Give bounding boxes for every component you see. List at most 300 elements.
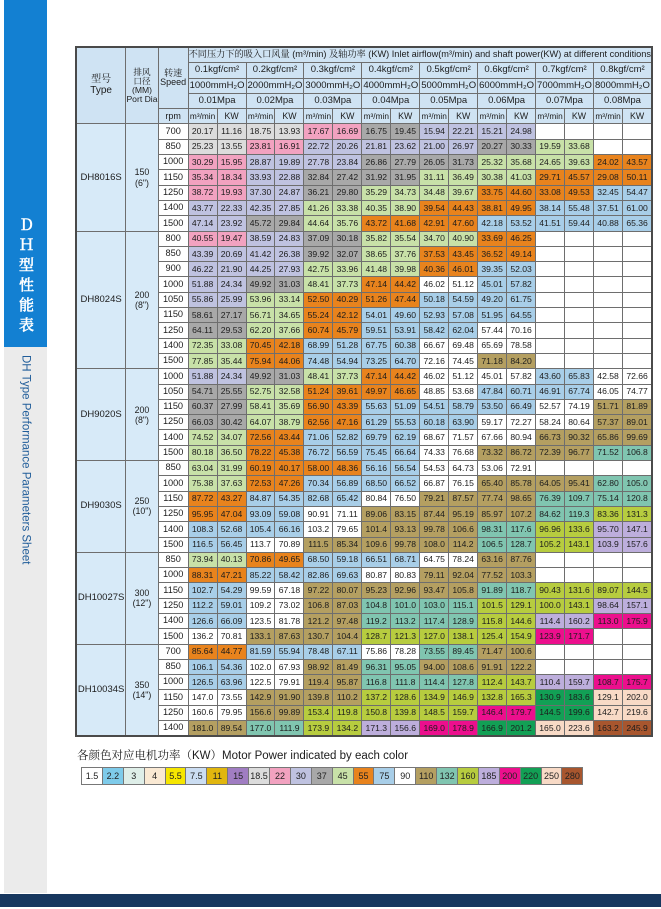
kw-cell: 119.8 (333, 705, 362, 720)
flow-cell: 83.36 (593, 506, 622, 521)
table-row (76, 445, 652, 460)
kw-cell: 72.91 (507, 461, 536, 476)
flow-cell (536, 124, 565, 139)
flow-cell: 54.71 (188, 384, 217, 399)
flow-cell: 71.47 (478, 644, 507, 659)
kw-unit-header: KW (623, 109, 652, 124)
legend-swatch: 1.5 (81, 767, 102, 785)
flow-cell: 43.77 (188, 200, 217, 215)
kw-cell: 99.89 (275, 705, 304, 720)
legend-swatch: 18.5 (248, 767, 269, 785)
table-row (76, 644, 652, 659)
main-content (75, 46, 653, 785)
kw-cell: 96.77 (565, 445, 594, 460)
kw-cell: 62.04 (449, 323, 478, 338)
flow-cell: 99.59 (246, 583, 275, 598)
kw-cell: 87.76 (507, 552, 536, 567)
kw-cell: 43.44 (275, 430, 304, 445)
kw-cell: 62.19 (391, 430, 420, 445)
flow-cell (536, 644, 565, 659)
kw-cell (565, 568, 594, 583)
table-row (76, 124, 652, 139)
kw-cell: 143.1 (565, 598, 594, 613)
kw-cell: 52.68 (217, 522, 246, 537)
kw-cell: 29.84 (275, 216, 304, 231)
mpa-header: 0.01Mpa (188, 93, 246, 108)
flow-cell: 31.11 (420, 170, 449, 185)
speed-cell: 900 (158, 262, 188, 277)
kw-cell: 93.13 (391, 522, 420, 537)
flow-cell: 23.81 (246, 139, 275, 154)
kw-cell: 18.34 (217, 170, 246, 185)
flow-cell: 72.39 (536, 445, 565, 460)
kw-cell: 56.54 (391, 461, 420, 476)
flow-cell: 49.97 (362, 384, 391, 399)
kw-cell: 104.4 (333, 629, 362, 644)
kw-cell: 43.27 (217, 491, 246, 506)
pressure-header: 0.6kgf/cm² (478, 63, 536, 78)
flow-cell: 76.39 (536, 491, 565, 506)
flow-cell: 146.4 (478, 705, 507, 720)
kw-cell: 64.55 (507, 308, 536, 323)
flow-cell: 110.4 (536, 675, 565, 690)
flow-cell: 109.2 (246, 598, 275, 613)
speed-cell: 1000 (158, 369, 188, 384)
flow-cell: 59.51 (362, 323, 391, 338)
flow-cell: 101.5 (478, 598, 507, 613)
kw-cell: 183.6 (565, 690, 594, 705)
kw-cell: 117.6 (507, 522, 536, 537)
flow-cell: 49.92 (246, 369, 275, 384)
kw-cell: 54.36 (217, 659, 246, 674)
kw-cell: 157.1 (623, 598, 652, 613)
legend-swatch: 90 (394, 767, 415, 785)
flow-cell: 54.51 (420, 399, 449, 414)
flow-cell (593, 659, 622, 674)
kw-cell: 78.28 (391, 644, 420, 659)
speed-cell: 850 (158, 552, 188, 567)
port-cell: 250 (10") (126, 461, 158, 553)
flow-cell: 123.5 (246, 613, 275, 628)
flow-cell: 61.29 (362, 415, 391, 430)
kw-cell: 159.7 (449, 705, 478, 720)
flow-cell: 47.14 (188, 216, 217, 231)
kw-cell: 121.3 (391, 629, 420, 644)
table-row (76, 323, 652, 338)
flow-cell: 40.35 (362, 200, 391, 215)
kw-cell: 35.69 (275, 399, 304, 414)
flow-cell: 75.14 (593, 491, 622, 506)
kw-cell: 119.3 (565, 506, 594, 521)
flow-cell: 35.29 (362, 185, 391, 200)
kw-cell: 29.53 (217, 323, 246, 338)
kw-cell: 171.7 (565, 629, 594, 644)
table-row (76, 399, 652, 414)
kw-cell: 108.6 (449, 659, 478, 674)
flow-cell: 96.96 (536, 522, 565, 537)
model-cell: DH8016S (76, 124, 126, 231)
kw-cell: 113.2 (391, 613, 420, 628)
kw-cell: 60.38 (391, 338, 420, 353)
kw-cell: 45.79 (333, 323, 362, 338)
kw-cell: 127.8 (449, 675, 478, 690)
kw-cell: 101.0 (391, 598, 420, 613)
flow-cell: 35.82 (362, 231, 391, 246)
mmh2o-header: 5000mmH₂O (420, 78, 478, 93)
kw-cell: 74.19 (565, 399, 594, 414)
flow-cell: 50.18 (420, 292, 449, 307)
kw-cell: 65.42 (333, 491, 362, 506)
kw-cell: 72.66 (623, 369, 652, 384)
legend-swatch: 2.2 (102, 767, 123, 785)
speed-cell: 1050 (158, 292, 188, 307)
speed-cell: 700 (158, 124, 188, 139)
flow-cell: 46.91 (536, 384, 565, 399)
kw-cell (623, 292, 652, 307)
flow-cell (536, 568, 565, 583)
flow-cell: 72.53 (246, 476, 275, 491)
flow-cell: 37.09 (304, 231, 333, 246)
table-row (76, 506, 652, 521)
flow-cell: 122.5 (246, 675, 275, 690)
kw-cell: 85.78 (507, 476, 536, 491)
kw-cell: 157.6 (623, 537, 652, 552)
model-cell: DH10027S (76, 552, 126, 644)
flow-cell: 123.9 (536, 629, 565, 644)
kw-cell: 106.6 (449, 522, 478, 537)
kw-cell: 52.82 (333, 430, 362, 445)
kw-cell: 80.64 (565, 415, 594, 430)
kw-cell: 31.95 (391, 170, 420, 185)
speed-cell: 1400 (158, 613, 188, 628)
speed-cell: 1400 (158, 338, 188, 353)
mpa-header: 0.02Mpa (246, 93, 304, 108)
kw-cell: 30.18 (333, 231, 362, 246)
speed-cell: 1400 (158, 721, 188, 737)
flow-cell: 115.8 (478, 613, 507, 628)
kw-cell: 115.1 (449, 598, 478, 613)
kw-cell: 59.01 (217, 598, 246, 613)
model-cell: DH9020S (76, 369, 126, 461)
table-row (76, 246, 652, 261)
table-row (76, 598, 652, 613)
flow-unit-header: m³/min (478, 109, 507, 124)
kw-cell: 139.8 (391, 705, 420, 720)
kw-cell: 30.33 (507, 139, 536, 154)
flow-cell: 76.72 (304, 445, 333, 460)
mmh2o-header: 2000mmH₂O (246, 78, 304, 93)
port-cell: 300 (12") (126, 552, 158, 644)
kw-cell: 32.58 (275, 384, 304, 399)
kw-cell: 22.33 (217, 200, 246, 215)
kw-cell: 49.53 (565, 185, 594, 200)
kw-unit-header: KW (507, 109, 536, 124)
kw-cell: 105.0 (623, 476, 652, 491)
kw-cell: 69.48 (449, 338, 478, 353)
kw-cell: 20.69 (217, 246, 246, 261)
kw-cell: 66.49 (507, 399, 536, 414)
flow-cell (536, 323, 565, 338)
flow-cell: 98.92 (304, 659, 333, 674)
kw-cell: 24.34 (217, 369, 246, 384)
flow-cell (593, 139, 622, 154)
legend-swatch: 75 (373, 767, 394, 785)
flow-cell: 38.65 (362, 246, 391, 261)
flow-cell: 60.18 (420, 415, 449, 430)
flow-cell: 130.7 (304, 629, 333, 644)
legend-swatch: 250 (541, 767, 562, 785)
flow-cell: 114.4 (536, 613, 565, 628)
kw-cell: 24.98 (507, 124, 536, 139)
speed-cell: 1250 (158, 506, 188, 521)
kw-cell: 35.68 (507, 155, 536, 170)
flow-cell: 116.5 (188, 537, 217, 552)
kw-cell: 64.70 (391, 353, 420, 368)
flow-cell: 156.6 (246, 705, 275, 720)
table-row (76, 537, 652, 552)
flow-cell: 35.34 (188, 170, 217, 185)
kw-cell: 36.50 (217, 445, 246, 460)
flow-cell (593, 231, 622, 246)
flow-cell: 53.50 (478, 399, 507, 414)
legend-swatch: 15 (227, 767, 248, 785)
kw-cell: 66.09 (217, 613, 246, 628)
flow-cell: 41.48 (362, 262, 391, 277)
flow-cell: 171.3 (362, 721, 391, 737)
kw-cell: 128.6 (391, 690, 420, 705)
kw-cell: 81.78 (275, 613, 304, 628)
flow-cell: 116.8 (362, 675, 391, 690)
speed-cell: 1250 (158, 705, 188, 720)
kw-cell: 65.83 (565, 369, 594, 384)
flow-cell: 36.52 (478, 246, 507, 261)
flow-cell: 47.14 (362, 277, 391, 292)
flow-cell: 42.18 (478, 216, 507, 231)
flow-cell (536, 552, 565, 567)
kw-cell (565, 323, 594, 338)
kw-cell: 31.03 (275, 369, 304, 384)
flow-cell: 52.57 (536, 399, 565, 414)
flow-cell: 106.5 (478, 537, 507, 552)
kw-cell (565, 338, 594, 353)
kw-cell: 89.54 (217, 721, 246, 737)
table-row (76, 216, 652, 231)
flow-cell: 142.7 (593, 705, 622, 720)
kw-cell: 49.14 (507, 246, 536, 261)
kw-cell (623, 659, 652, 674)
flow-cell: 58.41 (246, 399, 275, 414)
kw-cell: 40.29 (333, 292, 362, 307)
kw-cell: 27.93 (275, 262, 304, 277)
motor-power-legend (81, 767, 653, 785)
port-cell: 350 (14") (126, 644, 158, 736)
table-row (76, 659, 652, 674)
kw-cell: 25.55 (217, 384, 246, 399)
kw-cell: 39.61 (333, 384, 362, 399)
kw-cell: 58.79 (449, 399, 478, 414)
flow-cell: 40.55 (188, 231, 217, 246)
speed-cell: 800 (158, 231, 188, 246)
flow-cell (593, 308, 622, 323)
kw-cell: 44.42 (391, 277, 420, 292)
flow-cell: 21.00 (420, 139, 449, 154)
speed-cell: 1400 (158, 430, 188, 445)
speed-cell: 1500 (158, 353, 188, 368)
flow-cell: 94.00 (420, 659, 449, 674)
flow-cell: 39.35 (478, 262, 507, 277)
kw-cell: 31.73 (449, 155, 478, 170)
flow-cell: 90.91 (304, 506, 333, 521)
kw-cell: 29.80 (333, 185, 362, 200)
kw-cell: 47.04 (217, 506, 246, 521)
kw-cell: 49.60 (391, 308, 420, 323)
flow-cell: 52.75 (246, 384, 275, 399)
kw-unit-header: KW (449, 109, 478, 124)
kw-cell: 30.42 (217, 415, 246, 430)
table-row (76, 231, 652, 246)
flow-cell: 17.67 (304, 124, 333, 139)
speed-cell: 850 (158, 659, 188, 674)
flow-cell: 51.95 (478, 308, 507, 323)
kw-cell: 67.74 (565, 384, 594, 399)
kw-cell: 91.90 (275, 690, 304, 705)
table-row (76, 629, 652, 644)
kw-cell: 131.3 (623, 506, 652, 521)
flow-cell (593, 292, 622, 307)
kw-cell: 43.45 (449, 246, 478, 261)
flow-cell: 70.86 (246, 552, 275, 567)
speed-cell: 1150 (158, 308, 188, 323)
legend-swatch: 220 (520, 767, 541, 785)
flow-cell: 68.50 (304, 552, 333, 567)
flow-cell (593, 323, 622, 338)
flow-cell: 66.03 (188, 415, 217, 430)
speed-cell: 1000 (158, 476, 188, 491)
kw-cell: 45.57 (565, 170, 594, 185)
kw-cell: 54.47 (623, 185, 652, 200)
kw-cell: 15.95 (217, 155, 246, 170)
flow-cell: 63.16 (478, 552, 507, 567)
table-row (76, 552, 652, 567)
flow-cell: 38.72 (188, 185, 217, 200)
kw-cell: 61.75 (507, 292, 536, 307)
flow-cell (593, 338, 622, 353)
kw-cell: 24.83 (275, 231, 304, 246)
flow-cell: 38.81 (478, 200, 507, 215)
kw-cell: 32.07 (333, 246, 362, 261)
kw-cell: 11.16 (217, 124, 246, 139)
kw-cell: 66.64 (391, 445, 420, 460)
legend-swatch: 45 (332, 767, 353, 785)
kw-cell: 80.94 (507, 430, 536, 445)
pressure-header: 0.8kgf/cm² (593, 63, 652, 78)
kw-cell: 129.1 (507, 598, 536, 613)
kw-cell (623, 353, 652, 368)
kw-cell (565, 644, 594, 659)
flow-cell: 74.52 (188, 430, 217, 445)
kw-cell: 89.45 (449, 644, 478, 659)
flow-cell: 45.01 (478, 369, 507, 384)
kw-cell: 55.94 (275, 644, 304, 659)
kw-cell (623, 262, 652, 277)
flow-cell: 73.55 (420, 644, 449, 659)
flow-cell: 47.84 (478, 384, 507, 399)
flow-cell: 144.5 (536, 705, 565, 720)
flow-cell: 62.20 (246, 323, 275, 338)
flow-cell (536, 461, 565, 476)
kw-cell: 19.47 (217, 231, 246, 246)
kw-cell: 46.65 (391, 384, 420, 399)
flow-cell: 99.78 (420, 522, 449, 537)
table-row (76, 338, 652, 353)
flow-cell: 80.87 (362, 568, 391, 583)
flow-cell: 91.91 (478, 659, 507, 674)
flow-cell: 98.64 (593, 598, 622, 613)
kw-cell: 86.72 (507, 445, 536, 460)
flow-cell: 84.62 (536, 506, 565, 521)
kw-cell: 33.08 (217, 338, 246, 353)
flow-cell: 113.7 (246, 537, 275, 552)
flow-cell: 60.74 (304, 323, 333, 338)
kw-cell: 165.3 (507, 690, 536, 705)
kw-cell: 34.73 (391, 185, 420, 200)
kw-cell (623, 568, 652, 583)
mpa-header: 0.04Mpa (362, 93, 420, 108)
kw-cell: 55.48 (565, 200, 594, 215)
flow-cell: 125.4 (478, 629, 507, 644)
kw-cell: 53.68 (449, 384, 478, 399)
kw-cell (623, 124, 652, 139)
kw-cell: 92.96 (391, 583, 420, 598)
flow-cell: 67.75 (362, 338, 391, 353)
table-row (76, 384, 652, 399)
pressure-header: 0.4kgf/cm² (362, 63, 420, 78)
flow-cell: 71.52 (593, 445, 622, 460)
flow-cell (536, 262, 565, 277)
flow-cell (593, 124, 622, 139)
speed-cell: 850 (158, 246, 188, 261)
speed-cell: 1250 (158, 185, 188, 200)
flow-cell: 73.94 (188, 552, 217, 567)
mpa-header: 0.08Mpa (593, 93, 652, 108)
flow-cell: 70.34 (304, 476, 333, 491)
flow-cell: 66.67 (420, 338, 449, 353)
kw-cell: 144.5 (623, 583, 652, 598)
speed-cell: 1500 (158, 445, 188, 460)
kw-cell: 53.52 (507, 216, 536, 231)
flow-cell: 119.4 (304, 675, 333, 690)
kw-cell: 35.54 (391, 231, 420, 246)
flow-cell: 134.9 (420, 690, 449, 705)
kw-cell: 219.6 (623, 705, 652, 720)
kw-cell: 43.39 (333, 399, 362, 414)
kw-cell: 16.69 (333, 124, 362, 139)
kw-cell: 114.2 (449, 537, 478, 552)
flow-cell: 87.44 (420, 506, 449, 521)
kw-cell: 44.42 (391, 369, 420, 384)
kw-cell (565, 308, 594, 323)
kw-cell: 51.09 (391, 399, 420, 414)
flow-cell: 78.48 (304, 644, 333, 659)
flow-cell: 39.54 (420, 200, 449, 215)
kw-cell: 13.55 (217, 139, 246, 154)
mmh2o-header: 6000mmH₂O (478, 78, 536, 93)
kw-cell: 26.97 (449, 139, 478, 154)
kw-cell: 223.6 (565, 721, 594, 737)
flow-cell: 132.8 (478, 690, 507, 705)
kw-cell: 44.06 (275, 353, 304, 368)
kw-cell: 45.38 (275, 445, 304, 460)
